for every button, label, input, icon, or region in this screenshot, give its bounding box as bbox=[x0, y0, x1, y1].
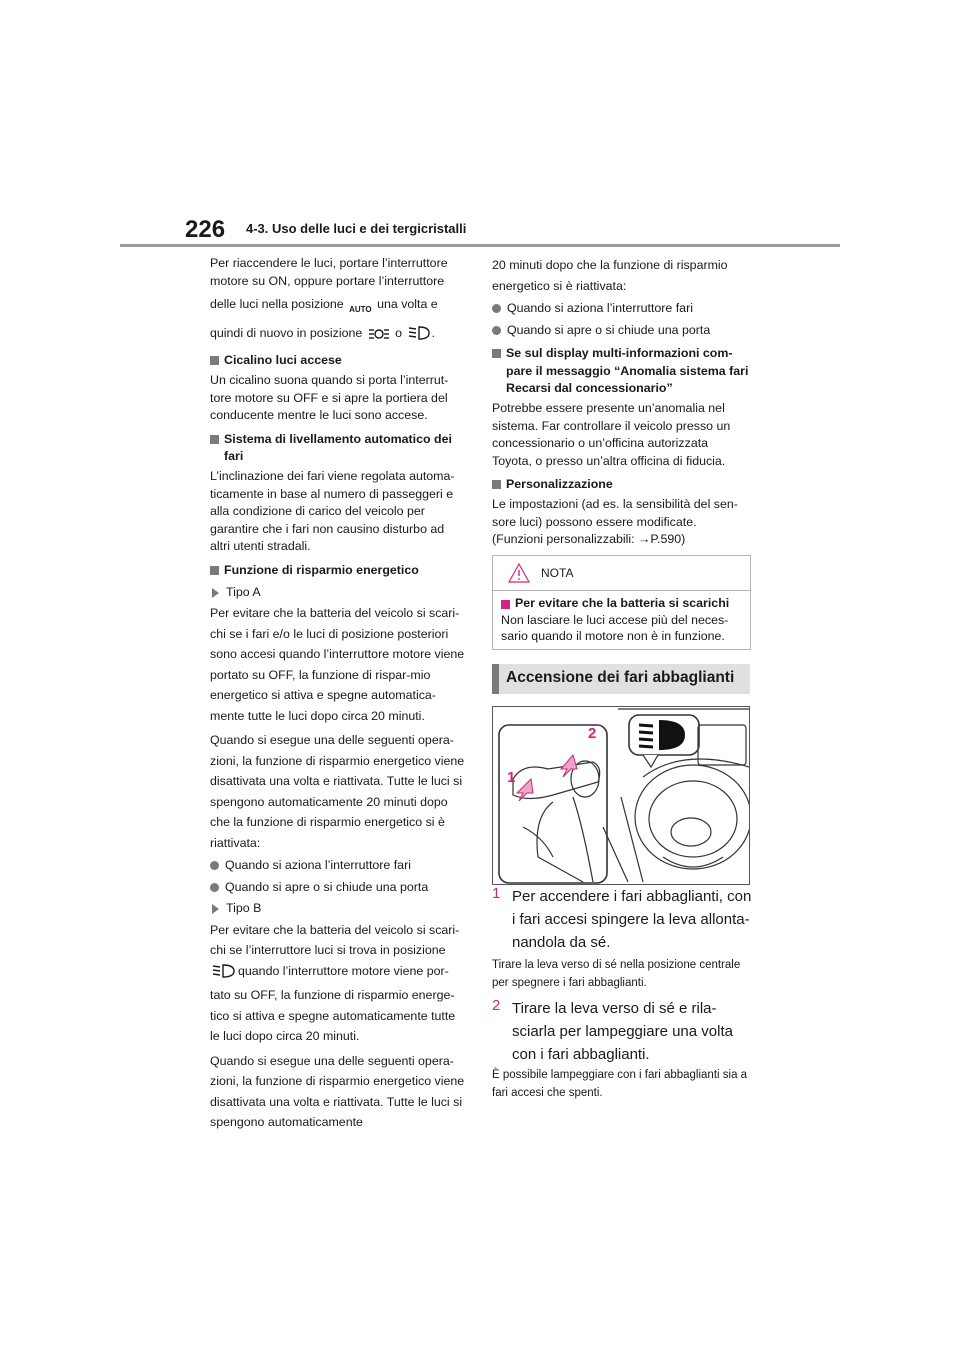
heading-cicalino: Cicalino luci accese bbox=[210, 352, 465, 370]
tipo-b-text: Per evitare che la batteria del veicolo si scari-chi se l’interruttore luci si trova in posizione bbox=[210, 922, 460, 958]
note-box bbox=[492, 555, 751, 650]
tipo-b: Tipo B bbox=[210, 900, 465, 918]
list-item: Quando si apre o si chiude una porta bbox=[210, 879, 465, 897]
page-number: 226 bbox=[185, 216, 226, 243]
lever-illustration bbox=[492, 706, 750, 885]
tipo-a-text: Per evitare che la batteria del veicolo si scari-chi se i fari e/o le luci di posizione posteriori sono accesi quando l’interruttore motore viene portato su OFF, la funzione di rispar-mio energetico si attiva e spegne automatica-mente tutte le luci dopo circa 20 minuti. bbox=[210, 606, 465, 723]
intro-text-2: delle luci nella posizione AUTO una volta e bbox=[210, 296, 465, 319]
note-text: Non lasciare le luci accese più del neces-sario quando il motore non è in funzione. bbox=[501, 613, 729, 643]
heading-personalizzazione: Personalizzazione bbox=[492, 476, 750, 494]
tipo-a-text-2: Quando si esegue una delle seguenti opera-zioni, la funzione di risparmio energetico viene disattivata una volta e riattivata. Tutte le luci si spengono automaticamente 20 minuti dopo che la funzione di risparmio energetico si è riattivata: bbox=[210, 733, 465, 850]
step-text: Tirare la leva verso di sé e rila-sciarla per lampeggiare una volta con i fari abbaglianti. bbox=[512, 1000, 733, 1063]
text-personalizzazione: Le impostazioni (ad es. la sensibilità del sen-sore luci) possono essere modificate. (Funzioni personalizzabili: →P.590) bbox=[492, 496, 738, 547]
text-cicalino: Un cicalino suona quando si porta l’interrut-tore motore su OFF e si apre la portiera del conducente mentre le luci sono accese. bbox=[210, 372, 449, 423]
step-number: 1 bbox=[492, 885, 501, 902]
tipo-a: Tipo A bbox=[210, 584, 465, 602]
tipo-b-text-3: Quando si esegue una delle seguenti opera-zioni, la funzione di risparmio energetico viene disattivata una volta e riattivata. Tutte le luci si spengono automaticamente bbox=[210, 1053, 465, 1130]
step-1-note: Tirare la leva verso di sé nella posizione centrale per spegnere i fari abbaglianti. bbox=[492, 959, 741, 989]
note-label: NOTA bbox=[541, 566, 574, 580]
list-item: Quando si aziona l’interruttore fari bbox=[210, 857, 465, 875]
headlight-icon bbox=[212, 963, 236, 986]
intro-text-1: Per riaccendere le luci, portare l’interruttore motore su ON, oppure portare l’interruttore bbox=[210, 256, 448, 288]
text-livellamento: L’inclinazione dei fari viene regolata automa-ticamente in base al numero di passeggeri e alla condizione di carico del veicolo per garantire che i fari non causino disturbo ad altri utenti stradali. bbox=[210, 468, 455, 554]
step-1 bbox=[492, 885, 752, 954]
list-item: Quando si aziona l’interruttore fari bbox=[492, 300, 750, 318]
heading-risparmio: Funzione di risparmio energetico bbox=[210, 562, 465, 580]
step-number: 2 bbox=[492, 997, 501, 1014]
step-2 bbox=[492, 997, 752, 1066]
left-column bbox=[210, 255, 465, 1137]
section-title: 4-3. Uso delle luci e dei tergicristalli bbox=[246, 221, 467, 236]
intro-text-3: quindi di nuovo in posizione o . bbox=[210, 325, 465, 347]
note-title: Per evitare che la batteria si scarichi bbox=[501, 596, 742, 610]
header-rule bbox=[120, 244, 840, 247]
section-band bbox=[492, 664, 750, 694]
parking-lights-icon bbox=[368, 327, 390, 347]
headlight-icon bbox=[408, 325, 430, 347]
auto-icon: AUTO bbox=[349, 305, 372, 315]
cont-text: 20 minuti dopo che la funzione di risparmio energetico si è riattivata: bbox=[492, 258, 728, 293]
illus-label-1: 1 bbox=[507, 769, 516, 786]
list-item: Quando si apre o si chiude una porta bbox=[492, 322, 750, 340]
illus-label-2: 2 bbox=[588, 725, 597, 742]
warning-icon bbox=[508, 563, 530, 588]
text-anomalia: Potrebbe essere presente un’anomalia nel sistema. Far controllare il veicolo presso un concessionario o un’officina autorizzata Toyota, o presso un’altra officina di fiducia. bbox=[492, 400, 731, 468]
heading-livellamento: Sistema di livellamento automatico dei fari bbox=[210, 431, 465, 466]
tipo-b-text-2: quando l’interruttore motore viene por-tato su OFF, la funzione di risparmio energe-tico si attiva e spegne automaticamente tutte le luci dopo circa 20 minuti. bbox=[210, 963, 456, 1044]
heading-anomalia: Se sul display multi-informazioni com-pare il messaggio “Anomalia sistema fari Recarsi dal concessionario” bbox=[492, 345, 750, 398]
right-column bbox=[492, 255, 750, 553]
step-2-note: È possibile lampeggiare con i fari abbaglianti sia a fari accesi che spenti. bbox=[492, 1069, 748, 1099]
step-text: Per accendere i fari abbaglianti, con i fari accesi spingere la leva allonta-nandola da sé. bbox=[512, 888, 752, 951]
section-band-title: Accensione dei fari abbaglianti bbox=[506, 669, 735, 686]
